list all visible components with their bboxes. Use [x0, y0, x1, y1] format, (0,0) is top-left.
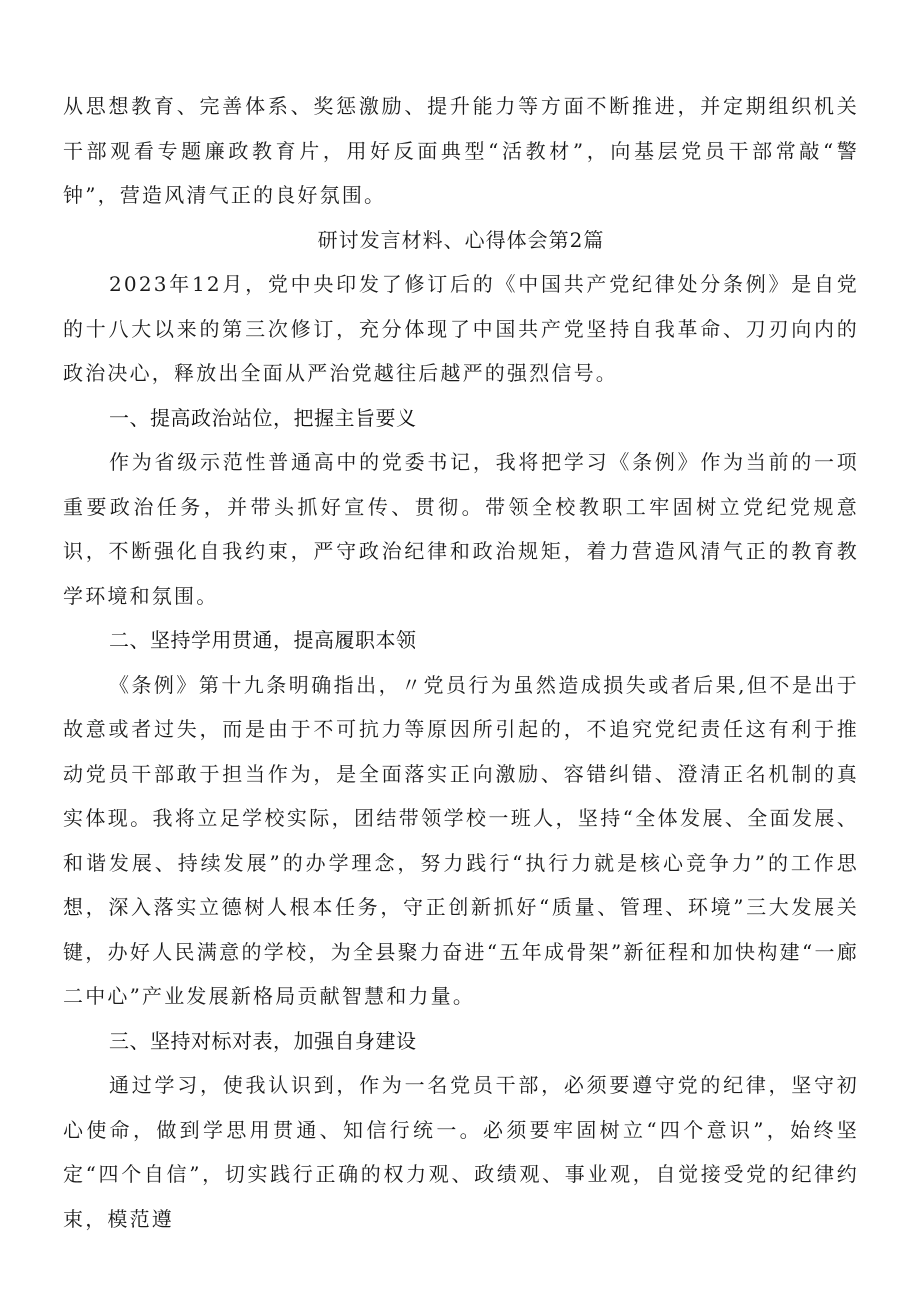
- document-page: [63, 84, 859, 1241]
- section-paragraph-2: 《条例》第十九条明确指出，〃党员行为虽然造成损失或者后果,但不是出于故意或者过失，而是由于不可抗力等原因所引起的，不追究党纪责任这有利于推动党员干部敢于担当作为，是全面落实正向激励、容错纠错、澄清正名机制的真实体现。我将立足学校实际，团结带领学校一班人，坚持“全体发展、全面发展、和谐发展、持续发展”的办学理念，努力践行“执行力就是核心竞争力”的工作思想，深入落实立德树人根本任务，守正创新抓好“质量、管理、环境”三大发展关键，办好人民满意的学校，为全县聚力奋进“五年成骨架”新征程和加快构建“一廊二中心”产业发展新格局贡献智慧和力量。: [63, 672, 859, 1008]
- section-paragraph-3: 通过学习，使我认识到，作为一名党员干部，必须要遵守党的纪律，坚守初心使命，做到学思用贯通、知信行统一。必须要牢固树立“四个意识”，始终坚定“四个自信”，切实践行正确的权力观、政绩观、事业观，自觉接受党的纪律约束，模范遵: [63, 1073, 859, 1231]
- section-paragraph-1: 作为省级示范性普通高中的党委书记，我将把学习《条例》作为当前的一项重要政治任务，并带头抓好宣传、贯彻。带领全校教职工牢固树立党纪党规意识，不断强化自我约束，严守政治纪律和政治规矩，着力营造风清气正的教育教学环境和氛围。: [63, 450, 859, 608]
- continued-paragraph: 从思想教育、完善体系、奖惩激励、提升能力等方面不断推进，并定期组织机关干部观看专题廉政教育片，用好反面典型“活教材”，向基层党员干部常敲“警钟”，营造风清气正的良好氛围。: [63, 94, 859, 207]
- section-heading-2: 二、坚持学用贯通，提高履职本领: [109, 628, 417, 652]
- intro-paragraph: 2023年12月，党中央印发了修订后的《中国共产党纪律处分条例》是自党的十八大以来的第三次修订，充分体现了中国共产党坚持自我革命、刀刃向内的政治决心，释放出全面从严治党越往后越严的强烈信号。: [63, 272, 859, 385]
- section-heading-3: 三、坚持对标对表，加强自身建设: [109, 1028, 417, 1053]
- section-heading-1: 一、提高政治站位，把握主旨要义: [109, 405, 417, 430]
- article-title: 研讨发言材料、心得体会第2篇: [317, 227, 605, 252]
